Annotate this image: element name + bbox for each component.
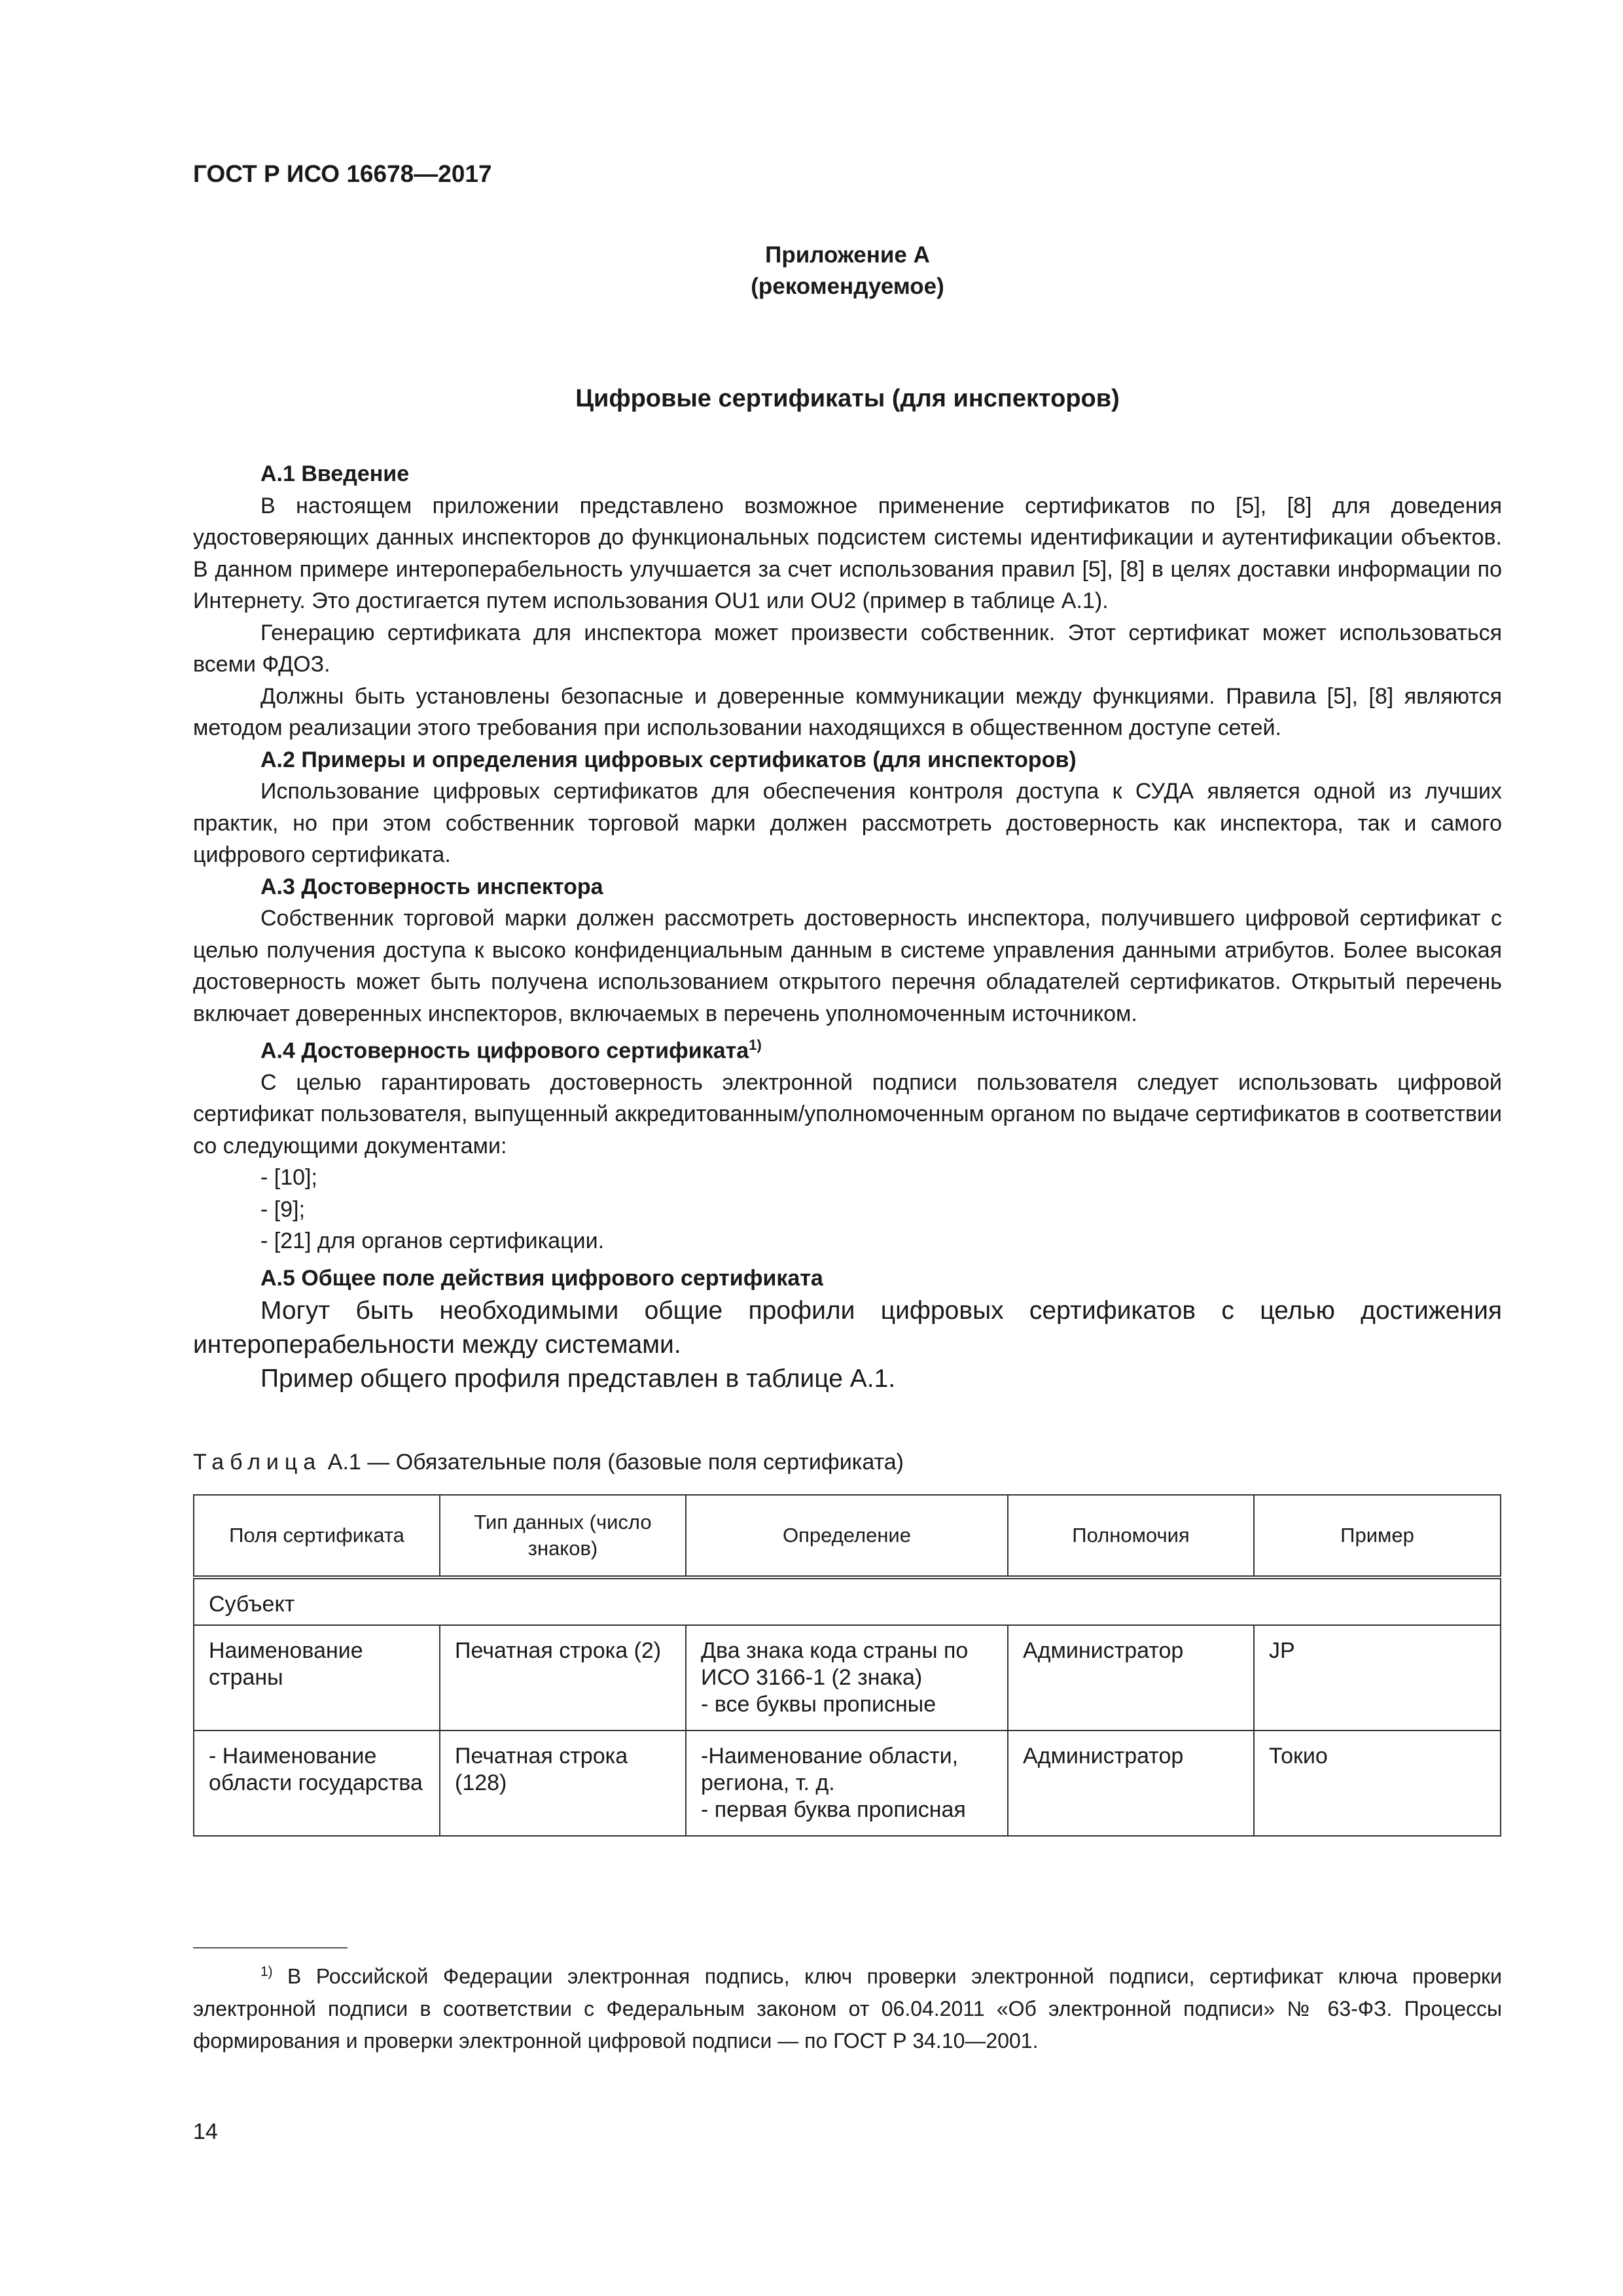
table-cell: Наименование страны (194, 1625, 440, 1731)
table-cell (686, 1625, 1008, 1731)
table-cell: Токио (1254, 1731, 1501, 1836)
paragraph: Генерацию сертификата для инспектора может произвести собственник. Этот сертификат может использоваться всеми ФДОЗ. (193, 620, 1502, 677)
paragraph: Использование цифровых сертификатов для обеспечения контроля доступа к СУДА является одной из лучших практик, но при этом собственник торговой марки должен рассмотреть достоверность как инспектора, так и самого цифрового сертификата. (193, 779, 1502, 867)
table-cell: - Наименование области государства (194, 1731, 440, 1836)
paragraph: Пример общего профиля представлен в таблице А.1. (260, 1365, 896, 1393)
footnote-ref[interactable]: 1) (749, 1037, 762, 1053)
page-title: Цифровые сертификаты (для инспекторов) (575, 385, 1120, 412)
footnote-divider (193, 1947, 348, 1948)
page-number: 14 (193, 2119, 218, 2144)
section-heading-a4 (193, 1030, 1502, 1067)
table-group-row (194, 1577, 1501, 1625)
footnote (193, 1956, 1502, 2057)
list-item: - [10]; (260, 1165, 317, 1191)
cell-line: - все буквы прописные (701, 1692, 936, 1717)
column-header: Определение (686, 1495, 1008, 1577)
list-item: - [9]; (260, 1196, 306, 1222)
column-header: Пример (1254, 1495, 1501, 1577)
section-heading-a4-text: А.4 Достоверность цифрового сертификата (260, 1038, 749, 1064)
section-heading-a2: А.2 Примеры и определения цифровых сертификатов (для инспекторов) (260, 747, 1077, 772)
paragraph: Собственник торговой марки должен рассмотреть достоверность инспектора, получившего цифровой сертификат с целью получения доступа к высоко конфиденциальным данным в системе управления данными атрибутов. Более высокая достоверность может быть получена использованием открытого перечня обладателей сертификатов. Открытый перечень включает доверенных инспекторов, включаемых в перечень уполномоченным источником. (193, 906, 1502, 1026)
column-header: Полномочия (1008, 1495, 1254, 1577)
section-heading-a1: А.1 Введение (260, 461, 410, 486)
table-row (194, 1731, 1501, 1836)
section-heading-a3: А.3 Достоверность инспектора (260, 874, 603, 899)
table-row (194, 1625, 1501, 1731)
cell-line: - первая буква прописная (701, 1797, 966, 1822)
certificate-fields-table (193, 1494, 1501, 1837)
table-caption (193, 1450, 904, 1475)
cell-line: Два знака кода страны по ИСО 3166-1 (2 знака) (701, 1638, 969, 1690)
table-cell: Печатная строка (128) (440, 1731, 686, 1836)
paragraph: Должны быть установлены безопасные и доверенные коммуникации между функциями. Правила [5], [8] являются методом реализации этого требования при использовании находящихся в общественном доступе сетей. (193, 683, 1502, 740)
table-cell: JP (1254, 1625, 1501, 1731)
table-caption-text: А.1 — Обязательные поля (базовые поля сертификата) (327, 1450, 904, 1475)
table-header-row (194, 1495, 1501, 1577)
table-cell: Печатная строка (2) (440, 1625, 686, 1731)
table-cell: Администратор (1008, 1625, 1254, 1731)
appendix-label: Приложение А (765, 242, 930, 268)
table-cell (686, 1731, 1008, 1836)
section-heading-a5: А.5 Общее поле действия цифрового сертификата (260, 1265, 823, 1291)
paragraph: С целью гарантировать достоверность электронной подписи пользователя следует использовать цифровой сертификат пользователя, выпущенный аккредитованным/уполномоченным органом по выдаче сертификатов в соответствии со следующими документами: (193, 1069, 1502, 1158)
paragraph: Могут быть необходимыми общие профили цифровых сертификатов с целью достижения интероперабельности между системами. (193, 1297, 1502, 1359)
body-text (193, 458, 1502, 1396)
paragraph: В настоящем приложении представлено возможное применение сертификатов по [5], [8] для доведения удостоверяющих данных инспекторов до функциональных подсистем системы идентификации и аутентификации объектов. В данном примере интероперабельность улучшается за счет использования правил [5], [8] в целях доставки информации по Интернету. Это достигается путем использования OU1 или OU2 (пример в таблице А.1). (193, 493, 1502, 613)
table-caption-word: Таблица (193, 1450, 322, 1475)
list-item: - [21] для органов сертификации. (260, 1229, 605, 1254)
standard-header: ГОСТ Р ИСО 16678—2017 (193, 160, 492, 187)
column-header: Поля сертификата (194, 1495, 440, 1577)
group-label: Субъект (194, 1577, 1501, 1625)
footnote-mark: 1) (260, 1964, 273, 1979)
appendix-status: (рекомендуемое) (751, 274, 944, 299)
footnote-text: В Российской Федерации электронная подпись, ключ проверки электронной подписи, сертификат ключа проверки электронной подписи в соответствии с Федеральным законом от 06.04.2011 «Об электронной подписи» № 63-ФЗ. Процессы формирования и проверки электронной цифровой подписи — по ГОСТ Р 34.10—2001. (193, 1964, 1503, 2053)
cell-line: -Наименование области, региона, т. д. (701, 1744, 959, 1795)
column-header: Тип данных (число знаков) (440, 1495, 686, 1577)
table-cell: Администратор (1008, 1731, 1254, 1836)
